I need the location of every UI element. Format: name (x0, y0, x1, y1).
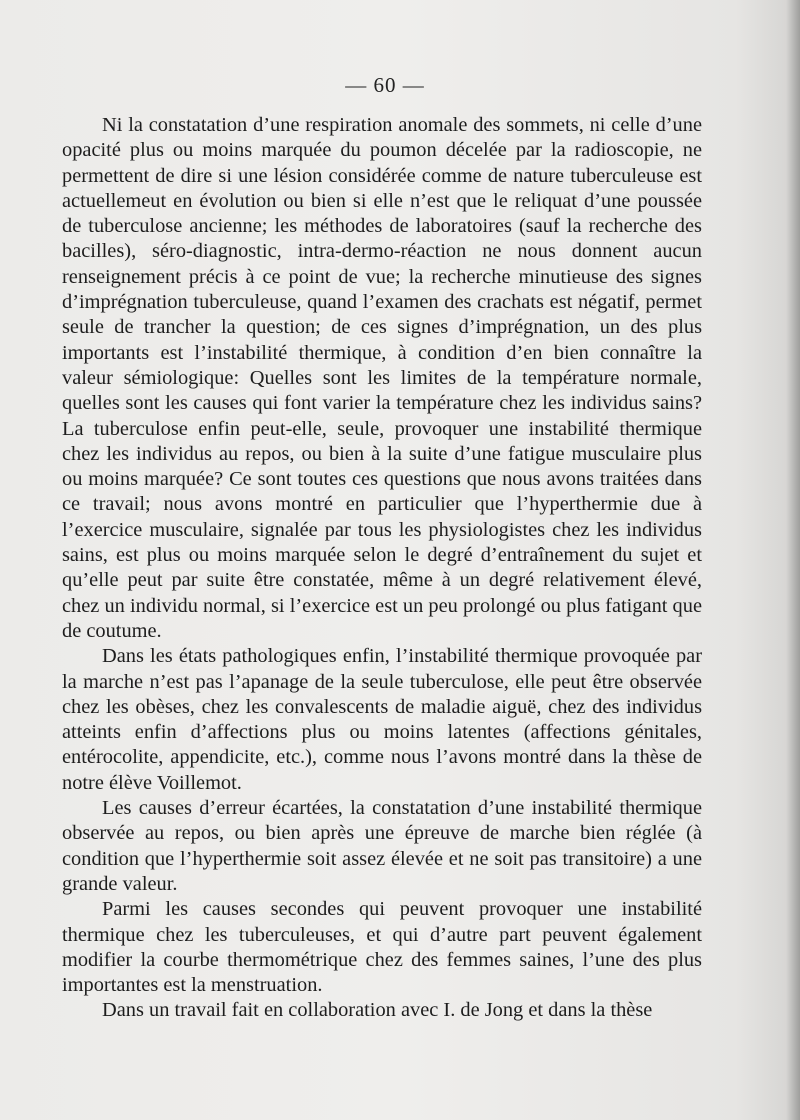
paragraph-5: Dans un travail fait en collaboration avec I. de Jong et dans la thèse (102, 999, 653, 1022)
page-number: — 60 — (345, 73, 425, 97)
paragraph-2: Dans les états pathologiques enfin, l’instabilité thermique provoquée par la marche n’est pas l’apanage de la seule tuberculose, elle peut être observée chez les obèses, chez les convalescents de maladie aiguë, chez des individus atteints enfin d’affections plus ou moins latentes (affections génitales, entérocolite, appendicite, etc.), comme nous l’avons montré dans la thèse de notre élève Voillemot. (62, 645, 702, 794)
page-edge-shadow (786, 0, 800, 1120)
paragraph-1: Ni la constatation d’une respiration anomale des sommets, ni celle d’une opacité plus ou moins marquée du poumon décelée par la radioscopie, ne permettent de dire si une lésion considérée comme de nature tuberculeuse est actuellemeut en évolution ou bien si elle n’est que le reliquat d’une poussée de tuberculose ancienne; les méthodes de laboratoires (sauf la recherche des bacilles), séro-diagnostic, intra-dermo-réaction ne nous donnent aucun renseignement précis à ce point de vue; la recherche minutieuse des signes d’imprégnation tuberculeuse, quand l’examen des crachats est négatif, permet seule de trancher la question; de ces signes d’imprégnation, un des plus importants est l’instabilité thermique, à condition d’en bien connaître la valeur sémiologique: Quelles sont les limites de la température normale, quelles sont les causes qui font varier la température chez les individus sains? La tuberculose enfin peut-elle, seule, provoquer une instabilité thermique chez les individus au repos, ou bien à la suite d’une fatigue musculaire plus ou moins marquée? Ce sont toutes ces questions que nous avons traitées dans ce travail; nous avons montré en particulier que l’hyperthermie due à l’exercice musculaire, signalée par tous les physiologistes chez les individus sains, est plus ou moins marquée selon le degré d’entraînement du sujet et qu’elle peut par suite être constatée, même à un degré relativement élevé, chez un individu normal, si l’exercice est un peu prolongé ou plus fatigant que de coutume. (62, 114, 702, 642)
body-text (62, 113, 702, 1024)
paragraph-4: Parmi les causes secondes qui peuvent provoquer une instabilité thermique chez les tuberculeuses, et qui d’autre part peuvent également modifier la courbe thermométrique chez des femmes saines, l’une des plus importantes est la menstruation. (62, 898, 702, 997)
paragraph-3: Les causes d’erreur écartées, la constatation d’une instabilité thermique observée au repos, ou bien après une épreuve de marche bien réglée (à condition que l’hyperthermie soit assez élevée et ne soit pas transitoire) a une grande valeur. (62, 797, 702, 895)
